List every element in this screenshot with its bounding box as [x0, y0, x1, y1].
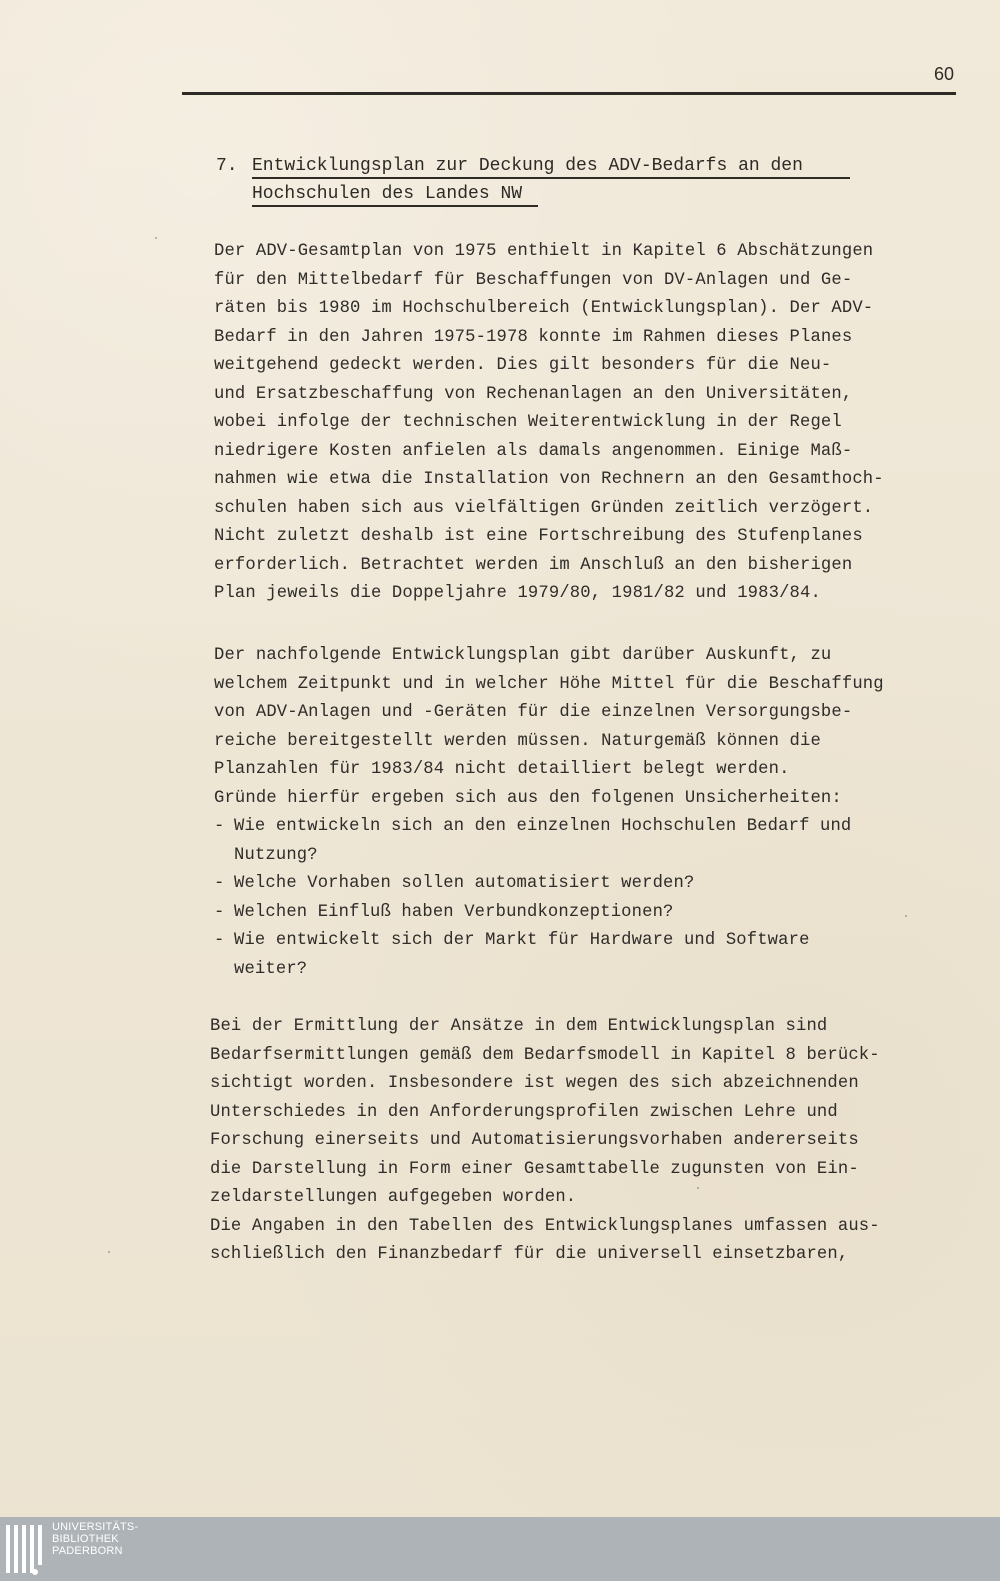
bullet-dash: - [214, 931, 225, 950]
bullet-continuation: Nutzung? [234, 845, 318, 865]
text-line: sichtigt worden. Insbesondere ist wegen des sich abzeichnenden [210, 1074, 859, 1093]
section-number: 7. [216, 156, 238, 176]
text-line: Nicht zuletzt deshalb ist eine Fortschreibung des Stufenplanes [214, 527, 863, 546]
library-footer-bar [0, 1517, 1000, 1581]
bullet-continuation: weiter? [234, 959, 308, 979]
text-line: Bedarf in den Jahren 1975-1978 konnte im Rahmen dieses Planes [214, 327, 853, 347]
header-rule [182, 92, 956, 95]
bullet-item [214, 813, 954, 842]
text-line: Der ADV-Gesamtplan von 1975 enthielt in Kapitel 6 Abschätzungen [214, 242, 874, 261]
paragraph-1 [214, 238, 954, 609]
library-logo-dot-icon [32, 1569, 38, 1575]
page-number: 60 [934, 64, 955, 84]
text-line: die Darstellung in Form einer Gesamttabelle zugunsten von Ein- [210, 1159, 859, 1179]
text-line: und Ersatzbeschaffung von Rechenanlagen an den Universitäten, [214, 384, 853, 404]
section-title-line-2: Hochschulen des Landes NW [252, 184, 523, 204]
text-line: zeldarstellungen aufgegeben worden. [210, 1188, 577, 1207]
text-line: schließlich den Finanzbedarf für die universell einsetzbaren, [210, 1245, 849, 1264]
paper-speck [697, 1187, 699, 1189]
text-line: von ADV-Anlagen und -Geräten für die einzelnen Versorgungsbe- [214, 703, 853, 722]
paper-speck [905, 915, 907, 917]
text-line: räten bis 1980 im Hochschulbereich (Entwicklungsplan). Der ADV- [214, 299, 874, 318]
text-line: Bei der Ermittlung der Ansätze in dem Entwicklungsplan sind [210, 1017, 828, 1036]
text-line: Forschung einerseits und Automatisierungsvorhaben andererseits [210, 1131, 859, 1150]
paper-speck [108, 1251, 110, 1253]
bullet-dash: - [214, 874, 225, 893]
text-line: Der nachfolgende Entwicklungsplan gibt darüber Auskunft, zu [214, 646, 832, 665]
bullet-item [214, 870, 954, 899]
bullet-item [214, 927, 954, 956]
bullet-text: Welche Vorhaben sollen automatisiert werden? [234, 874, 695, 893]
text-line: Plan jeweils die Doppeljahre 1979/80, 1981/82 und 1983/84. [214, 584, 821, 603]
section-title-line-1: Entwicklungsplan zur Deckung des ADV-Bedarfs an den [252, 156, 803, 176]
bullet-text: Wie entwickelt sich der Markt für Hardware und Software [234, 931, 810, 950]
paragraph-3 [210, 1013, 950, 1270]
library-logo [0, 1517, 140, 1581]
text-line: nahmen wie etwa die Installation von Rechnern an den Gesamthoch- [214, 470, 884, 489]
text-line: Bedarfsermittlungen gemäß dem Bedarfsmodell in Kapitel 8 berück- [210, 1045, 880, 1065]
title-underline-2 [252, 205, 538, 207]
title-underline-1 [252, 177, 850, 179]
text-line: schulen haben sich aus vielfältigen Gründen zeitlich verzögert. [214, 498, 874, 518]
paragraph-2 [214, 642, 954, 984]
text-line: reiche bereitgestellt werden müssen. Naturgemäß können die [214, 731, 821, 751]
text-line: für den Mittelbedarf für Beschaffungen von DV-Anlagen und Ge- [214, 270, 853, 290]
bullet-text: Welchen Einfluß haben Verbundkonzeptionen? [234, 902, 674, 922]
text-line: niedrigere Kosten anfielen als damals angenommen. Einige Maß- [214, 441, 853, 461]
paper-speck [155, 237, 157, 239]
logo-line: PADERBORN [52, 1545, 123, 1557]
text-line: welchem Zeitpunkt und in welcher Höhe Mittel für die Beschaffung [214, 674, 884, 694]
text-line: erforderlich. Betrachtet werden im Anschluß an den bisherigen [214, 555, 853, 575]
library-logo-icon [6, 1525, 46, 1573]
logo-line: UNIVERSITÄTS- [52, 1521, 139, 1533]
text-line: Unterschiedes in den Anforderungsprofilen zwischen Lehre und [210, 1102, 838, 1122]
text-line: Gründe hierfür ergeben sich aus den folgenen Unsicherheiten: [214, 788, 842, 808]
text-line: wobei infolge der technischen Weiterentwicklung in der Regel [214, 413, 842, 432]
library-logo-text [52, 1521, 138, 1557]
text-line: Planzahlen für 1983/84 nicht detailliert belegt werden. [214, 760, 790, 779]
text-line: weitgehend gedeckt werden. Dies gilt besonders für die Neu- [214, 356, 832, 375]
text-line: Die Angaben in den Tabellen des Entwicklungsplanes umfassen aus- [210, 1216, 880, 1236]
bullet-dash: - [214, 817, 225, 836]
bullet-text: Wie entwickeln sich an den einzelnen Hochschulen Bedarf und [234, 817, 852, 836]
logo-line: BIBLIOTHEK [52, 1533, 119, 1545]
bullet-dash: - [214, 902, 225, 922]
bullet-item [214, 899, 954, 928]
